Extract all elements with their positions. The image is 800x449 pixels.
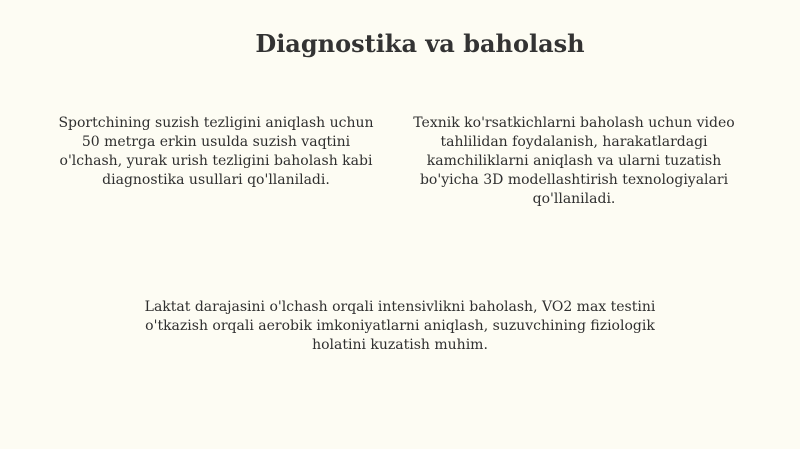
paragraph-technical-indicators: Texnik ko'rsatkichlarni baholash uchun video tahlilidan foydalanish, harakatlardagi kamchiliklarni aniqlash va ularni tuzatish bo'yicha 3D modellashtirish texnologiyalari qo'llaniladi. xyxy=(413,115,735,207)
paragraph-lactate-vo2: Laktat darajasini o'lchash orqali intensivlikni baholash, VO2 max testini o'tkazish orqali aerobik imkoniyatlarni aniqlash, suzuvchining fiziologik holatini kuzatish muhim. xyxy=(144,299,656,353)
paragraph-swimming-speed: Sportchining suzish tezligini aniqlash uchun 50 metrga erkin usulda suzish vaqtini o'lchash, yurak urish tezligini baholash kabi diagnostika usullari qo'llaniladi. xyxy=(58,115,374,188)
slide-title: Diagnostika va baholash xyxy=(255,29,585,58)
